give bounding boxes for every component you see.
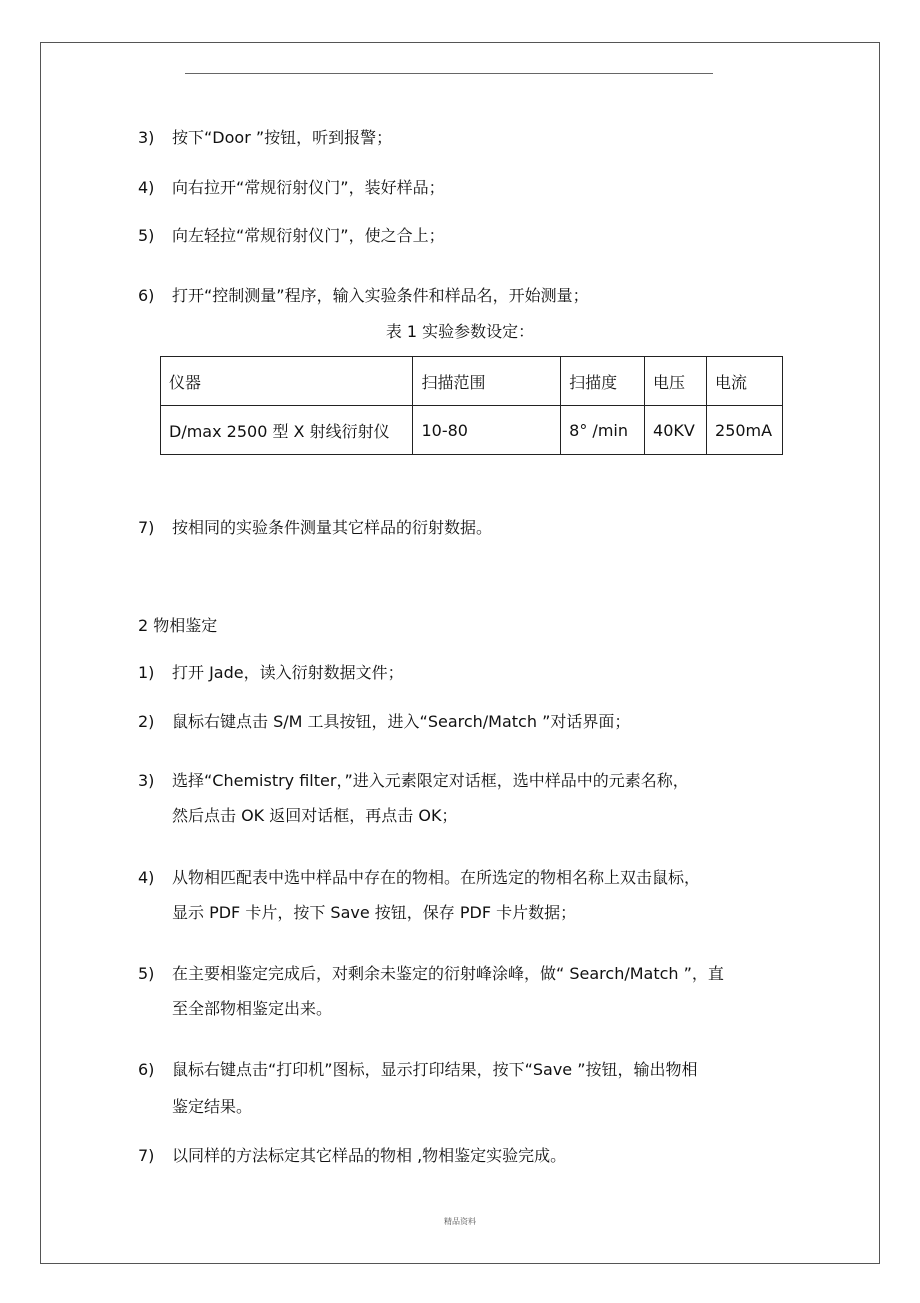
- table-header-cell: 仪器: [161, 357, 413, 406]
- phase-step-3-cont: 然后点击 OK 返回对话框，再点击 OK；: [172, 806, 458, 825]
- step-4: 4) 向右拉开“常规衍射仪门”，装好样品；: [138, 178, 445, 197]
- table-header-cell: 电压: [645, 357, 707, 406]
- table-header-cell: 电流: [707, 357, 783, 406]
- phase-step-4: 4) 从物相匹配表中选中样品中存在的物相。在所选定的物相名称上双击鼠标，: [138, 868, 701, 887]
- table-cell: 10-80: [413, 406, 561, 455]
- section-title: 2 物相鉴定: [138, 616, 218, 635]
- step-6: 6) 打开“控制测量”程序，输入实验条件和样品名，开始测量；: [138, 286, 589, 305]
- table-cell: 8° /min: [561, 406, 645, 455]
- phase-step-5-cont: 至全部物相鉴定出来。: [172, 999, 333, 1018]
- phase-step-5: 5) 在主要相鉴定完成后，对剩余未鉴定的衍射峰涂峰，做“ Search/Match ”，直: [138, 964, 724, 983]
- table-cell: 40KV: [645, 406, 707, 455]
- phase-step-1: 1) 打开 Jade，读入衍射数据文件；: [138, 663, 404, 682]
- step-5: 5) 向左轻拉“常规衍射仪门”，使之合上；: [138, 226, 445, 245]
- step-7-measure: 7) 按相同的实验条件测量其它样品的衍射数据。: [138, 518, 493, 537]
- table-cell: 250mA: [707, 406, 783, 455]
- step-3: 3) 按下“Door ”按钮，听到报警；: [138, 128, 393, 147]
- phase-step-6: 6) 鼠标右键点击“打印机”图标，显示打印结果，按下“Save ”按钮，输出物相: [138, 1060, 698, 1079]
- footer-note: 精品资料: [444, 1217, 476, 1226]
- table-header-row: [161, 357, 783, 406]
- parameter-table: [160, 356, 783, 455]
- table-header-cell: 扫描范围: [413, 357, 561, 406]
- phase-step-2: 2) 鼠标右键点击 S/M 工具按钮，进入“Search/Match ”对话界面；: [138, 712, 631, 731]
- table-header-cell: 扫描度: [561, 357, 645, 406]
- phase-step-3: 3) 选择“Chemistry filter，”进入元素限定对话框，选中样品中的元素名称，: [138, 771, 689, 790]
- phase-step-7: 7) 以同样的方法标定其它样品的物相 ,物相鉴定实验完成。: [138, 1146, 567, 1165]
- table-caption: 表 1 实验参数设定：: [385, 322, 535, 341]
- header-rule: [185, 73, 713, 74]
- phase-step-4-cont: 显示 PDF 卡片，按下 Save 按钮，保存 PDF 卡片数据；: [172, 903, 577, 922]
- table-cell: D/max 2500 型 X 射线衍射仪: [161, 406, 413, 455]
- table-row: [161, 406, 783, 455]
- phase-step-6-cont: 鉴定结果。: [172, 1097, 253, 1116]
